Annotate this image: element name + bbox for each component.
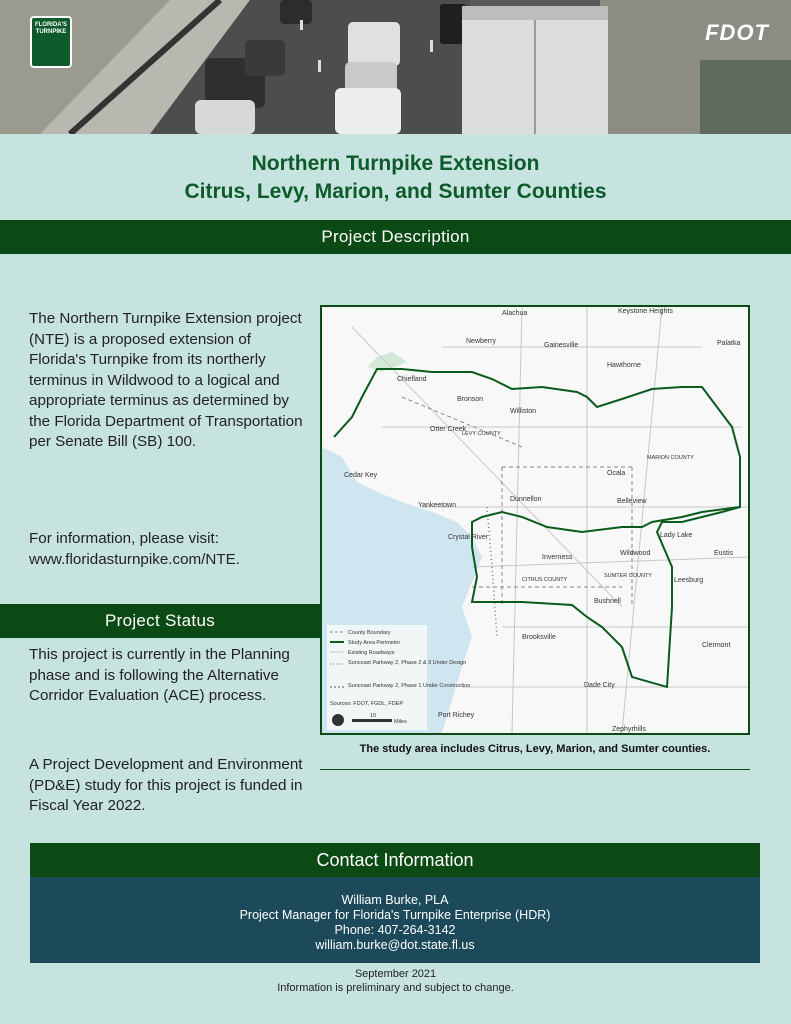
map-label-eustis: Eustis	[714, 550, 734, 557]
project-description-heading: Project Description	[0, 220, 791, 254]
map-label-inverness: Inverness	[542, 554, 573, 561]
map-sources: Sources: FDOT, FGDL, FDEP	[330, 701, 404, 707]
map-label-yankeetown: Yankeetown	[418, 502, 457, 509]
map-label-cedar-key: Cedar Key	[344, 472, 378, 479]
map-label-palatka: Palatka	[717, 340, 741, 347]
map-caption: The study area includes Citrus, Levy, Marion, and Sumter counties.	[359, 743, 711, 755]
legend-existing-roadways: Existing Roadways	[348, 650, 395, 656]
info-text	[29, 529, 319, 570]
contact-name: William Burke, PLA	[341, 893, 449, 907]
map-label-dunnellon: Dunnellon	[510, 496, 542, 503]
title-line-1: Northern Turnpike Extension	[251, 152, 540, 175]
north-arrow-icon	[332, 714, 344, 726]
map-label-sumter-county: SUMTER COUNTY	[604, 573, 652, 579]
project-description-text: The Northern Turnpike Extension project (NTE) is a proposed extension of Florida's Turnpike from its northerly terminus in Wildwood to a logical and appropriate terminus as determined by the Florida Department of Transportation per Senate Bill (SB) 100.	[29, 310, 303, 450]
map-label-zephyrhills: Zephyrhills	[612, 726, 646, 733]
legend-suncoast-design: Suncoast Parkway 2, Phase 2 & 3 Under Design	[348, 660, 467, 666]
map-label-alachua: Alachua	[502, 310, 528, 317]
page-title	[0, 150, 791, 206]
caption-divider	[320, 769, 750, 770]
map-label-crystal-river: Crystal River	[448, 534, 489, 541]
map-label-brooksville: Brooksville	[522, 634, 556, 641]
map-label-dade-city: Dade City	[584, 682, 615, 689]
map-label-citrus-county: CITRUS COUNTY	[522, 577, 568, 583]
map-label-bushnell: Bushnell	[594, 598, 621, 605]
pde-study-text: A Project Development and Environment (PD&E) study for this project is funded in Fiscal Year 2022.	[29, 756, 303, 814]
map-label-williston: Williston	[510, 408, 537, 415]
fdot-logo: FDOT	[705, 20, 769, 45]
footer-date: September 2021	[354, 968, 437, 980]
map-label-keystone-heights: Keystone Heights	[618, 308, 673, 315]
map-label-newberry: Newberry	[466, 338, 496, 345]
info-url-link[interactable]: www.floridasturnpike.com/NTE.	[29, 550, 241, 568]
map-label-ocala: Ocala	[607, 470, 626, 477]
contact-role: Project Manager for Florida's Turnpike Enterprise (HDR)	[239, 908, 551, 922]
map-label-port-richey: Port Richey	[438, 712, 475, 719]
contact-information-heading: Contact Information	[30, 843, 760, 877]
map-label-bronson: Bronson	[457, 396, 484, 403]
map-label-gainesville: Gainesville	[544, 342, 579, 349]
title-line-2: Citrus, Levy, Marion, and Sumter Counties	[184, 180, 607, 203]
scale-label: 10	[370, 713, 377, 719]
map-label-leesburg: Leesburg	[674, 577, 704, 584]
study-area-map	[320, 305, 750, 735]
map-label-lady-lake: Lady Lake	[660, 532, 693, 539]
map-label-otter-creek: Otter Creek	[430, 426, 467, 433]
map-graphic	[322, 307, 748, 733]
legend-study-area-perimeter: Study Area Perimeter	[348, 640, 401, 646]
map-label-clermont: Clermont	[702, 642, 731, 649]
map-label-wildwood: Wildwood	[620, 550, 651, 557]
florida-turnpike-logo: FLORIDA'S TURNPIKE	[30, 16, 72, 68]
project-status-heading: Project Status	[0, 604, 320, 638]
map-label-hawthorne: Hawthorne	[607, 362, 641, 369]
project-status-text: This project is currently in the Planning phase and is following the Alternative Corridor Evaluation (ACE) process.	[29, 646, 290, 704]
header-photo	[0, 0, 791, 134]
contact-email-link[interactable]: william.burke@dot.state.fl.us	[315, 938, 475, 952]
map-label-marion-county: MARION COUNTY	[647, 455, 694, 461]
legend-county-boundary: County Boundary	[348, 630, 391, 636]
info-line: For information, please visit:	[29, 530, 219, 547]
map-label-belleview: Belleview	[617, 498, 647, 505]
legend-suncoast-construction: Suncoast Parkway 2, Phase 1 Under Construction	[348, 683, 471, 689]
map-label-chiefland: Chiefland	[397, 376, 427, 383]
contact-phone[interactable]: Phone: 407-264-3142	[334, 923, 456, 937]
footer-disclaimer: Information is preliminary and subject to change.	[277, 982, 514, 994]
map-label-levy-county: LEVY COUNTY	[462, 431, 501, 437]
footer	[0, 967, 791, 995]
scale-unit: Miles	[394, 719, 407, 725]
scale-bar	[352, 719, 392, 722]
contact-details	[30, 877, 760, 963]
highway-illustration	[0, 0, 791, 134]
